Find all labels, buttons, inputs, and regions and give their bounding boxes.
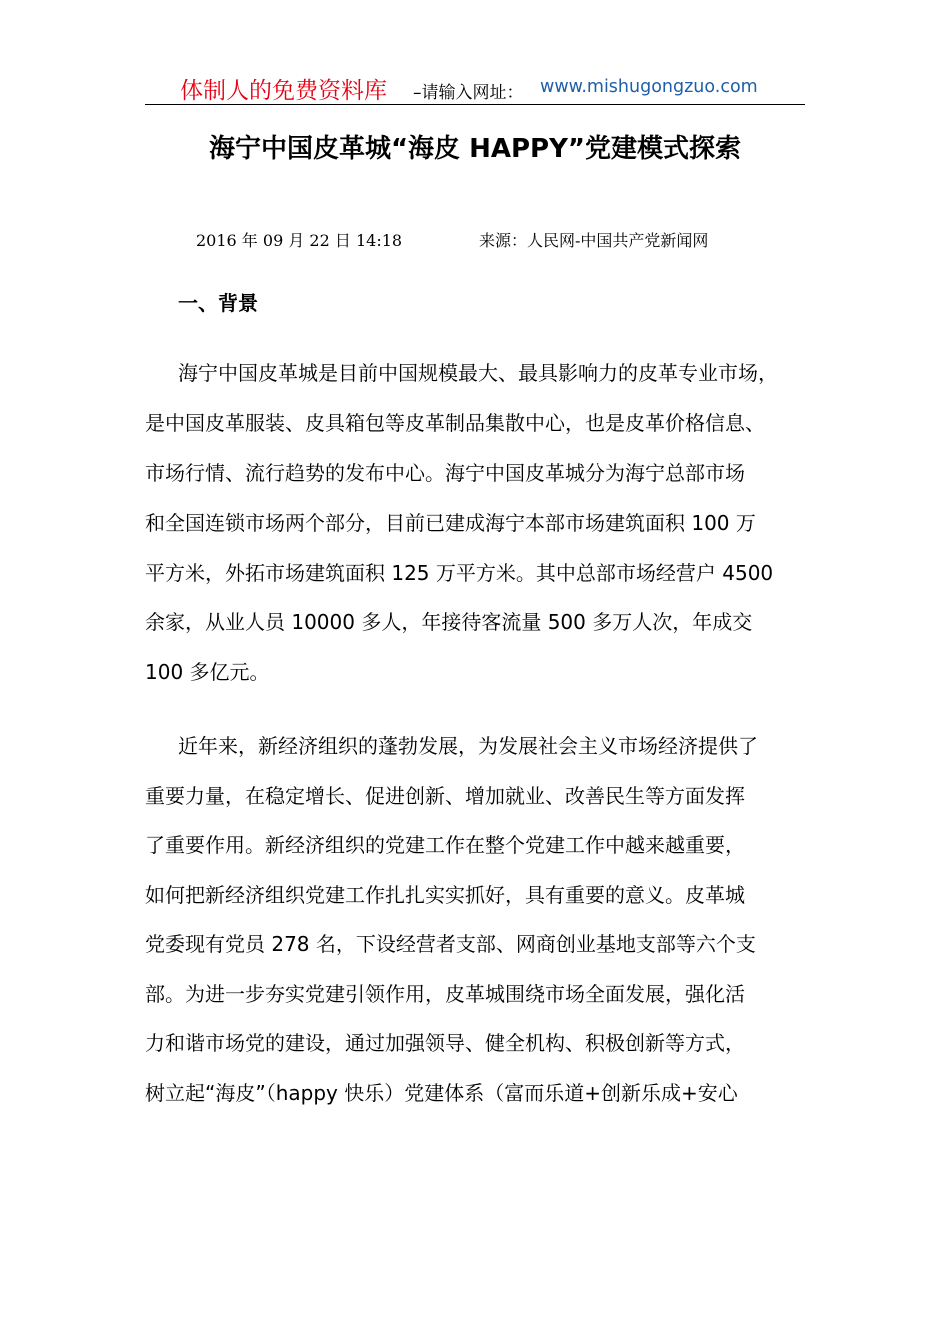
paragraph-2-line: 树立起“海皮”（happy 快乐）党建体系（富而乐道+创新乐成+安心 [145,1081,738,1105]
paragraph-1-line: 是中国皮革服装、皮具箱包等皮革制品集散中心，也是皮革价格信息、 [145,411,765,435]
article-source: 来源：人民网-中国共产党新闻网 [479,231,709,250]
article-date: 2016 年 09 月 22 日 14:18 [196,231,403,250]
paragraph-1-line: 和全国连锁市场两个部分，目前已建成海宁本部市场建筑面积 100 万 [145,511,756,535]
header-brand: 体制人的免费资料库 [180,78,387,104]
paragraph-2-line: 重要力量，在稳定增长、促进创新、增加就业、改善民生等方面发挥 [145,784,745,808]
paragraph-2-line: 部。为进一步夯实党建引领作用，皮革城围绕市场全面发展，强化活 [145,982,745,1006]
section-heading: 一、背景 [178,291,258,315]
page-header [145,70,805,105]
paragraph-1-line: 平方米，外拓市场建筑面积 125 万平方米。其中总部市场经营户 4500 [145,561,774,585]
paragraph-2-line: 了重要作用。新经济组织的党建工作在整个党建工作中越来越重要， [145,833,745,857]
paragraph-1-line: 市场行情、流行趋势的发布中心。海宁中国皮革城分为海宁总部市场 [145,461,745,485]
paragraph-2-line: 党委现有党员 278 名，下设经营者支部、网商创业基地支部等六个支 [145,932,756,956]
article-title: 海宁中国皮革城“海皮 HAPPY”党建模式探索 [208,134,742,164]
paragraph-2-line: 力和谐市场党的建设，通过加强领导、健全机构、积极创新等方式， [145,1031,745,1055]
paragraph-1-line: 余家，从业人员 10000 多人，年接待客流量 500 多万人次，年成交 [145,610,753,634]
paragraph-2-line: 近年来，新经济组织的蓬勃发展，为发展社会主义市场经济提供了 [178,734,758,758]
header-prompt: –请输入网址： [413,83,524,103]
paragraph-1-line: 100 多亿元。 [145,660,270,684]
paragraph-2-line: 如何把新经济组织党建工作扎扎实实抓好，具有重要的意义。皮革城 [145,883,745,907]
paragraph-1-line: 海宁中国皮革城是目前中国规模最大、最具影响力的皮革专业市场， [178,361,778,385]
header-url-link[interactable]: www.mishugongzuo.com [540,77,758,97]
